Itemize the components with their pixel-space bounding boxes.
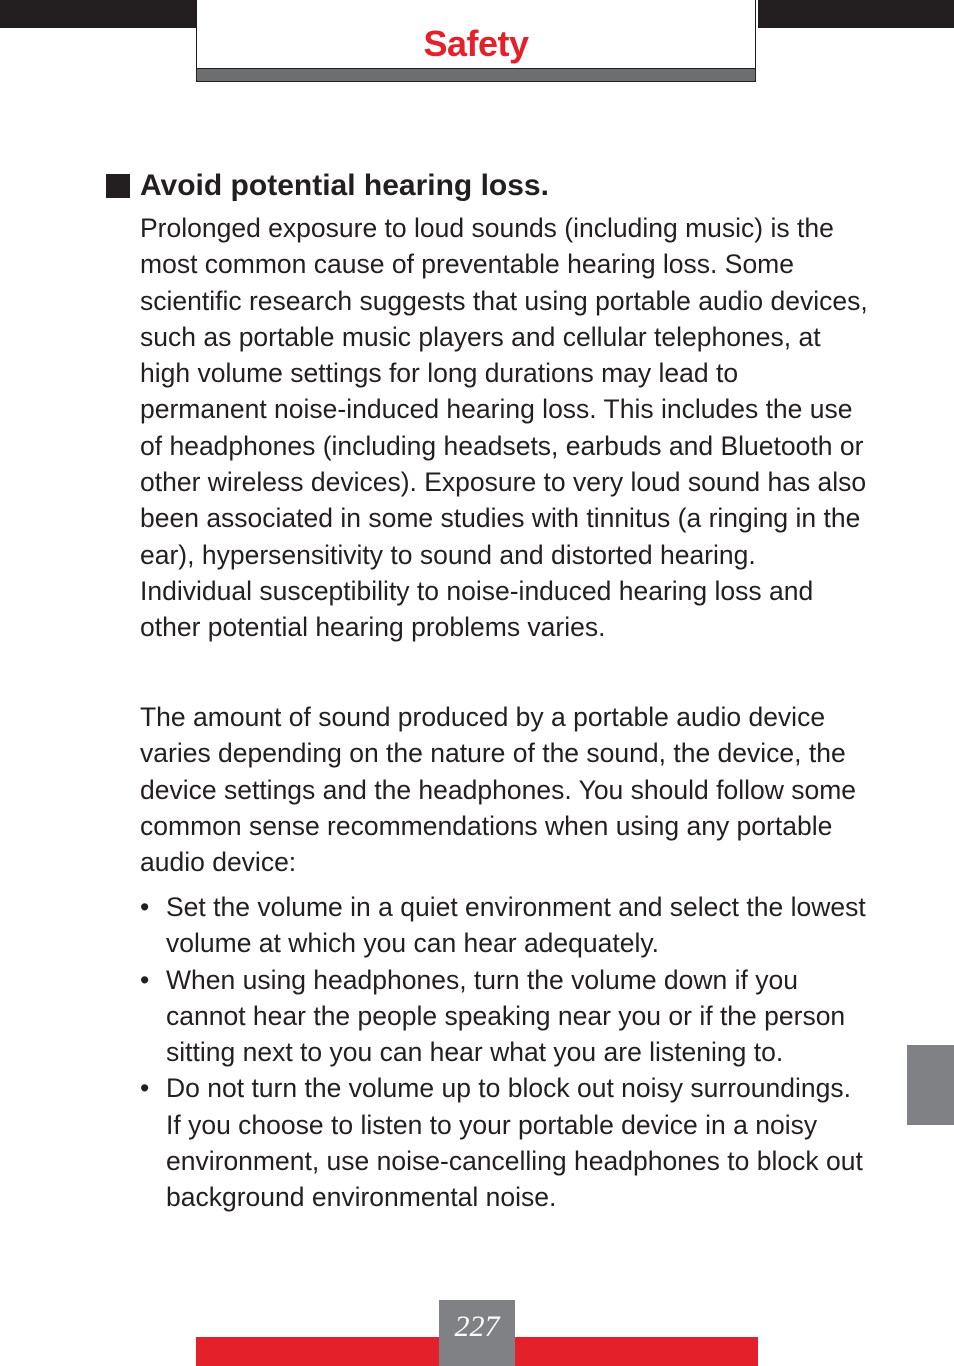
page-number: 227 bbox=[454, 1310, 500, 1343]
page-number-box bbox=[439, 1300, 515, 1366]
list-item bbox=[140, 1070, 870, 1215]
paragraph-1: Prolonged exposure to loud sounds (including music) is the most common cause of preventable hearing loss. Some scientific research suggests that using portable audio devices, such as portable music players and cellular telephones, at high volume settings for long durations may lead to permanent noise-induced hearing loss. This includes the use of headphones (including headsets, earbuds and Bluetooth or other wireless devices). Exposure to very loud sound has also been associated in some studies with tinnitus (a ringing in the ear), hypersensitivity to sound and distorted hearing. Individual susceptibility to noise-induced hearing loss and other potential hearing problems varies. bbox=[140, 213, 868, 643]
chapter-side-tab bbox=[907, 1045, 954, 1125]
list-item bbox=[140, 889, 870, 962]
list-item-text: Do not turn the volume up to block out noisy surroundings. If you choose to listen to your portable device in a noisy environment, use noise-cancelling headphones to block out background environmental noise. bbox=[166, 1073, 863, 1213]
section-header bbox=[196, 0, 756, 82]
section-heading bbox=[106, 168, 549, 204]
list-item bbox=[140, 962, 870, 1071]
bullet-icon: • bbox=[140, 892, 150, 922]
paragraph-2: The amount of sound produced by a portable audio device varies depending on the nature of the sound, the device, the device settings and the headphones. You should follow some common sense recommendations when using any portable audio device: bbox=[140, 702, 857, 878]
section-heading-text: Avoid potential hearing loss. bbox=[140, 169, 549, 202]
bullet-icon: • bbox=[140, 1073, 150, 1104]
header-underbar bbox=[197, 68, 755, 81]
top-bar-right bbox=[758, 0, 954, 28]
list-item-text: When using headphones, turn the volume down if you cannot hear the people speaking near you or if the person sitting next to you can hear what you are listening to. bbox=[166, 964, 846, 1068]
black-square-icon bbox=[106, 174, 130, 198]
top-bar-left bbox=[0, 0, 196, 28]
bullet-icon: • bbox=[140, 964, 150, 995]
recommendation-list bbox=[140, 889, 870, 1216]
page-title: Safety bbox=[423, 23, 529, 64]
list-item-text: Set the volume in a quiet environment and select the lowest volume at which you can hear adequately. bbox=[166, 892, 866, 959]
